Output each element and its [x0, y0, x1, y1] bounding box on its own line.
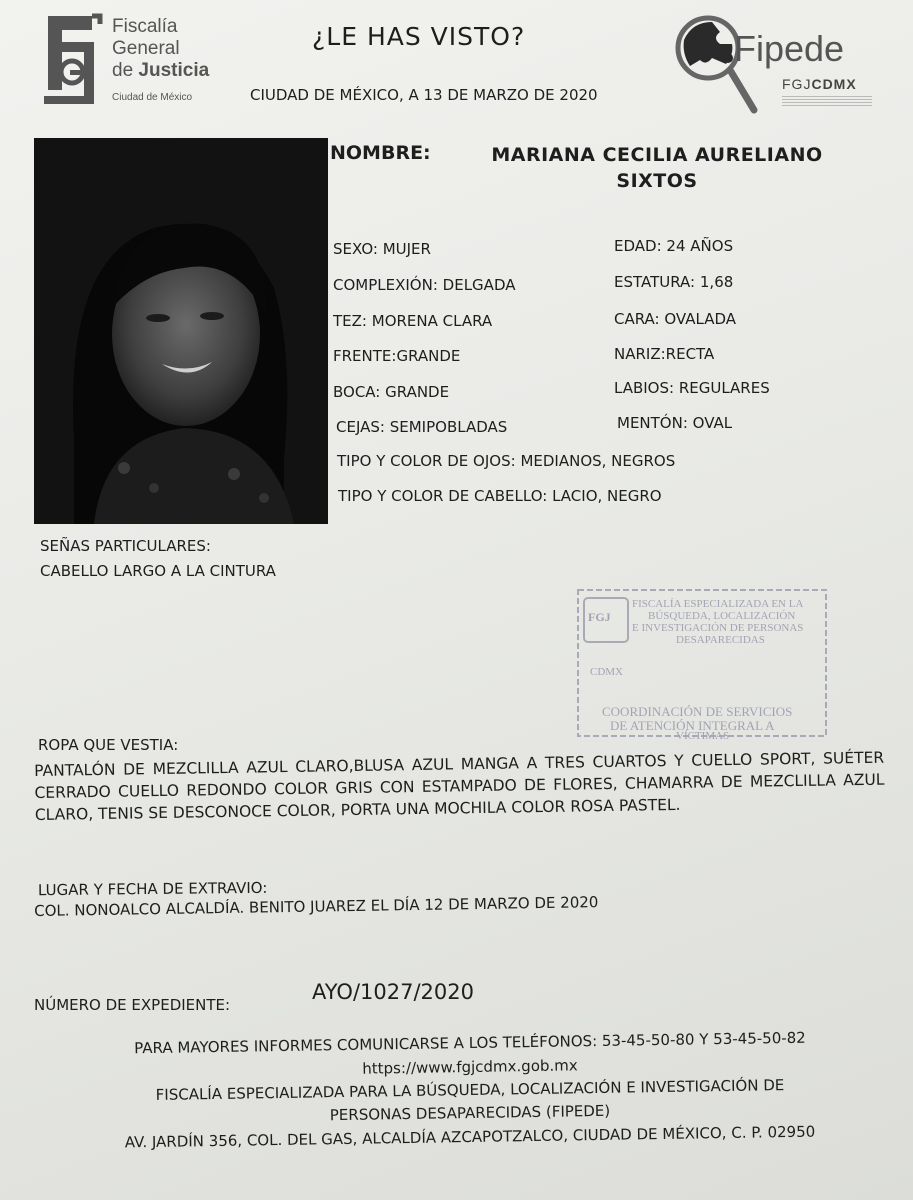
field-value: GRANDE — [385, 383, 450, 401]
field-value: MUJER — [382, 240, 431, 258]
field-value: MEDIANOS, NEGROS — [520, 452, 676, 470]
field-label: CEJAS: — [336, 418, 385, 436]
field-nariz — [614, 345, 714, 363]
fipede-sub-bold: CDMX — [811, 76, 857, 92]
fipede-fine-print — [782, 96, 872, 106]
field-value: OVALADA — [664, 310, 737, 328]
stamp-line-1: FISCALÍA ESPECIALIZADA EN LA — [632, 598, 804, 610]
field-cabello — [338, 487, 662, 505]
field-label: TIPO Y COLOR DE CABELLO: — [338, 487, 548, 505]
field-value: RECTA — [665, 345, 715, 363]
stamp-line-7: DE ATENCIÓN INTEGRAL A — [610, 718, 775, 733]
stamp-line-8: VÍCTIMAS — [676, 730, 730, 742]
expediente-value: AYO/1027/2020 — [312, 980, 474, 1004]
field-estatura — [614, 273, 733, 291]
footer-fiscalia: FISCALÍA ESPECIALIZADA PARA LA BÚSQUEDA, LOCALIZACIÓN E INVESTIGACIÓN DE — [155, 1076, 785, 1104]
field-value: MORENA CLARA — [371, 312, 493, 330]
field-value: DELGADA — [442, 276, 516, 294]
fgj-mark-icon — [34, 12, 106, 108]
logo-line-4: Ciudad de México — [112, 92, 193, 103]
field-value: OVAL — [692, 414, 733, 432]
field-label: LABIOS: — [614, 379, 675, 397]
official-stamp — [576, 588, 828, 742]
field-label: BOCA: — [333, 383, 381, 401]
stamp-line-4: DESAPARECIDAS — [676, 634, 765, 646]
field-tez — [333, 312, 492, 330]
footer-address: AV. JARDÍN 356, COL. DEL GAS, ALCALDÍA AZCAPOTZALCO, CIUDAD DE MÉXICO, C. P. 02950 — [124, 1122, 816, 1152]
extravio-value: COL. NONOALCO ALCALDÍA. BENITO JUAREZ EL DÍA 12 DE MARZO DE 2020 — [34, 893, 599, 920]
field-label: SEXO: — [333, 240, 378, 258]
field-label: TIPO Y COLOR DE OJOS: — [337, 452, 516, 470]
field-edad — [614, 237, 733, 255]
field-label: NARIZ: — [614, 345, 666, 363]
extravio-label: LUGAR Y FECHA DE EXTRAVIO: — [37, 878, 268, 900]
field-cejas — [336, 418, 507, 436]
stamp-line-5: CDMX — [590, 666, 624, 678]
field-sexo — [333, 240, 431, 258]
fgj-logo — [34, 12, 219, 107]
field-labios — [614, 379, 770, 397]
field-label: EDAD: — [614, 237, 662, 255]
field-value: SEMIPOBLADAS — [389, 418, 508, 436]
field-complexion — [333, 276, 516, 294]
field-label: ESTATURA: — [614, 273, 696, 291]
field-label: FRENTE: — [333, 347, 397, 365]
field-cara — [614, 310, 736, 328]
field-ojos — [337, 452, 675, 470]
ropa-label: ROPA QUE VESTIA: — [38, 736, 179, 754]
fipede-logo — [672, 10, 872, 120]
stamp-line-2: BÚSQUEDA, LOCALIZACIÓN — [648, 610, 796, 622]
ropa-value: PANTALÓN DE MEZCLILLA AZUL CLARO,BLUSA AZUL MANGA A TRES CUARTOS Y CUELLO SPORT, SUÉTER CERRADO CUELLO REDONDO COLOR GRIS CON ESTAMPADO DE FLORES, CHAMARRA DE MEZCLILLA AZUL CLARO, TENIS SE DESCONOCE COLOR, PORTA UNA MOCHILA COLOR ROSA PASTEL. — [34, 748, 885, 824]
field-menton — [617, 414, 732, 432]
field-label: COMPLEXIÓN: — [333, 276, 438, 294]
flyer-date: CIUDAD DE MÉXICO, A 13 DE MARZO DE 2020 — [250, 86, 598, 104]
senas-label: SEÑAS PARTICULARES: — [40, 537, 211, 555]
field-frente — [333, 347, 460, 365]
field-label: TEZ: — [333, 312, 367, 330]
field-value: REGULARES — [678, 379, 770, 397]
footer-website: https://www.fgjcdmx.gob.mx — [362, 1056, 578, 1078]
field-value: 24 AÑOS — [666, 237, 734, 255]
footer-telefonos: PARA MAYORES INFORMES COMUNICARSE A LOS TELÉFONOS: 53-45-50-80 Y 53-45-50-82 — [134, 1028, 806, 1058]
field-value: LACIO, NEGRO — [552, 487, 662, 505]
nombre-label: NOMBRE: — [330, 142, 431, 164]
expediente-label: NÚMERO DE EXPEDIENTE: — [34, 996, 231, 1014]
fipede-name: Fipede — [734, 28, 845, 69]
logo-line-3-prefix: de — [112, 60, 134, 81]
footer-fipede: PERSONAS DESAPARECIDAS (FIPEDE) — [329, 1101, 611, 1125]
field-label: MENTÓN: — [617, 414, 688, 432]
logo-line-2: General — [112, 38, 180, 59]
logo-line-1: Fiscalía — [112, 16, 178, 37]
person-photo — [34, 138, 328, 524]
logo-line-3-bold: Justicia — [138, 60, 210, 81]
senas-value: CABELLO LARGO A LA CINTURA — [40, 562, 276, 580]
field-label: CARA: — [614, 310, 660, 328]
field-value: 1,68 — [699, 273, 734, 291]
field-value: GRANDE — [396, 347, 461, 365]
fipede-sub-prefix: FGJ — [782, 76, 812, 92]
stamp-line-3: E INVESTIGACIÓN DE PERSONAS — [632, 622, 804, 634]
stamp-line-6: COORDINACIÓN DE SERVICIOS — [602, 704, 793, 719]
flyer-title: ¿LE HAS VISTO? — [312, 22, 526, 51]
nombre-value: MARIANA CECILIA AURELIANO SIXTOS — [491, 144, 823, 192]
stamp-mark: FGJ — [588, 610, 611, 624]
field-boca — [333, 383, 449, 401]
